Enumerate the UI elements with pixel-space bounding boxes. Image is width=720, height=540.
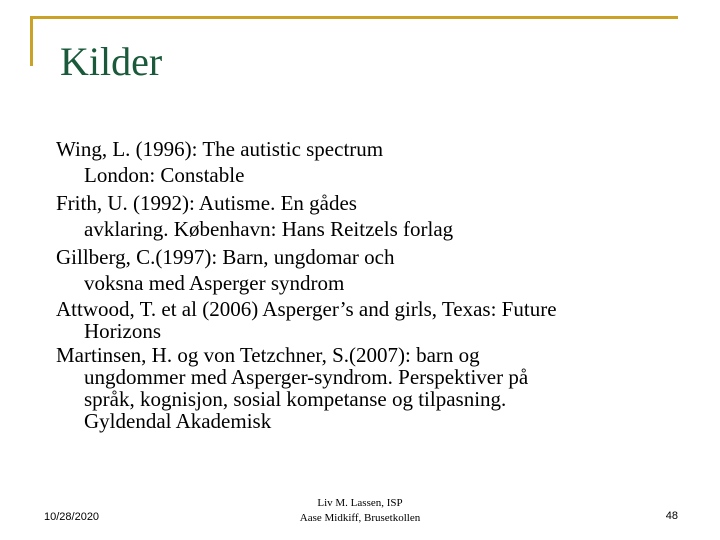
footer-author-line: Aase Midkiff, Brusetkollen bbox=[299, 512, 421, 524]
frame-left-border bbox=[30, 16, 33, 66]
reference-text: Gillberg, C.(1997): Barn, ungdomar och bbox=[56, 245, 395, 269]
footer-author bbox=[260, 496, 460, 526]
reference-text: Gyldendal Akademisk bbox=[84, 409, 272, 433]
reference-text: Attwood, T. et al (2006) Asperger’s and girls, Texas: Future bbox=[56, 297, 557, 321]
reference-text: Wing, L. (1996): The autistic spectrum bbox=[56, 137, 384, 161]
reference-text: Frith, U. (1992): Autisme. En gådes bbox=[56, 191, 357, 215]
reference-text: voksna med Asperger syndrom bbox=[84, 271, 345, 295]
slide-title: Kilder bbox=[60, 39, 163, 84]
reference-list bbox=[56, 136, 656, 434]
reference-item bbox=[56, 298, 656, 342]
footer-author-line: Liv M. Lassen, ISP bbox=[317, 497, 403, 509]
reference-text: avklaring. København: Hans Reitzels forlag bbox=[84, 217, 454, 241]
frame-top-border bbox=[30, 16, 678, 19]
reference-item bbox=[56, 136, 656, 188]
reference-text: Martinsen, H. og von Tetzchner, S.(2007): barn og bbox=[56, 343, 480, 367]
reference-text: ungdommer med Asperger-syndrom. Perspektiver på bbox=[84, 365, 529, 389]
reference-text: språk, kognisjon, sosial kompetanse og tilpasning. bbox=[84, 387, 507, 411]
page-number: 48 bbox=[665, 510, 678, 522]
footer-date: 10/28/2020 bbox=[44, 511, 100, 523]
reference-item bbox=[56, 244, 656, 296]
reference-item bbox=[56, 344, 656, 432]
reference-text: London: Constable bbox=[84, 163, 245, 187]
reference-text: Horizons bbox=[84, 319, 161, 343]
reference-item bbox=[56, 190, 656, 242]
